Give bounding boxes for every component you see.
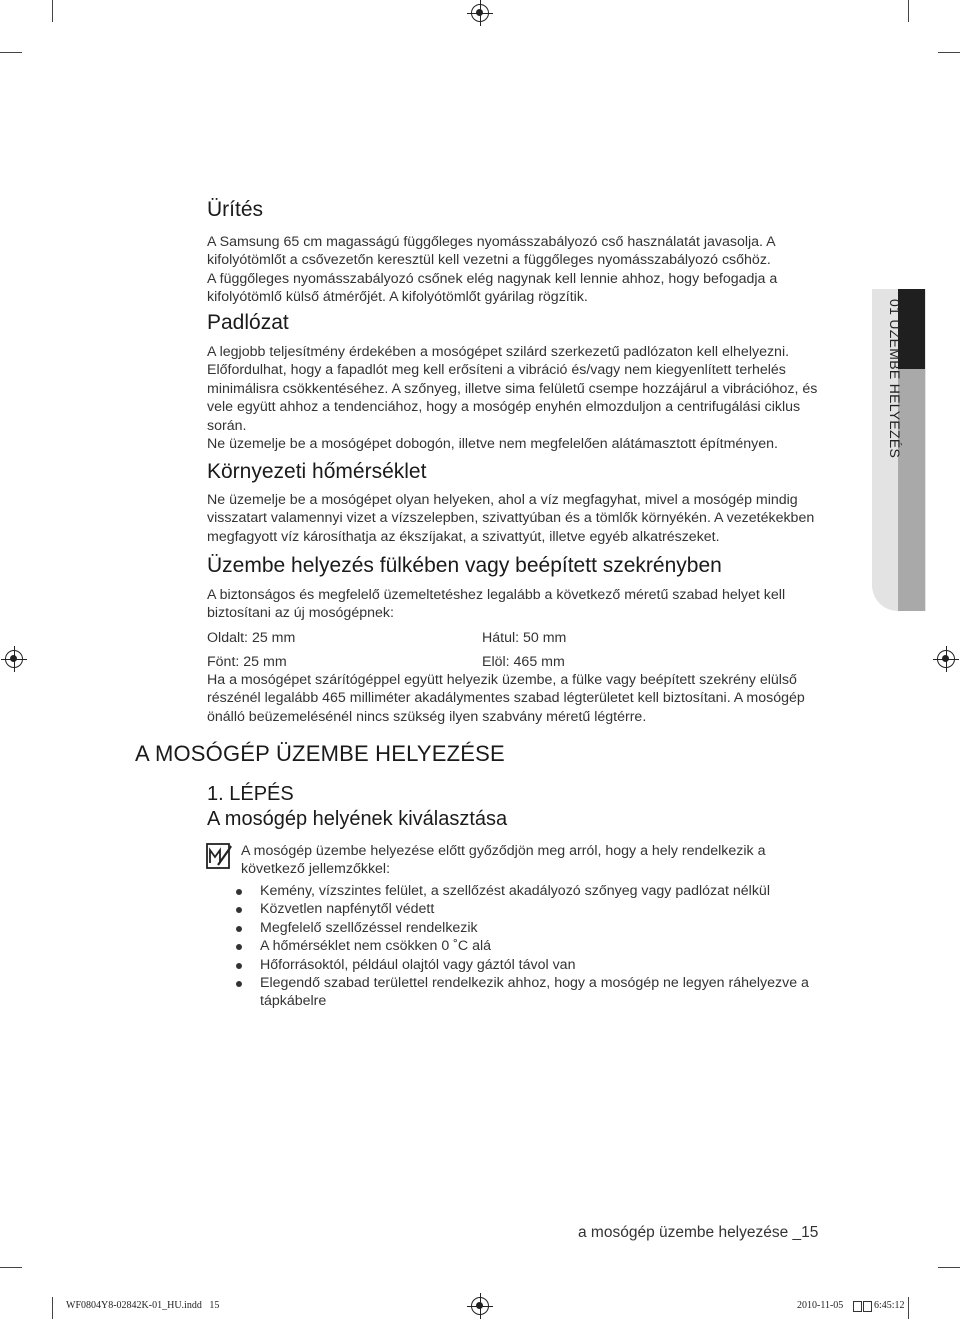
text-line: biztosítani az új mosógépnek:	[207, 605, 394, 622]
crop-mark	[908, 1297, 909, 1319]
step-label: 1. LÉPÉS	[207, 783, 294, 805]
text-line: Ne üzemelje be a mosógépet dobogón, illetve nem megfelelően alátámasztott építményen.	[207, 436, 778, 453]
registration-mark-icon	[937, 650, 955, 668]
dimension-font: Fönt: 25 mm	[207, 654, 287, 670]
print-bar-time: 6:45:12	[874, 1300, 905, 1311]
list-item: A hőmérséklet nem csökken 0 ˚C alá	[233, 937, 843, 955]
text-line: kifolyótömlőt a csővezetőn keresztül kell vezetni a függőleges nyomásszabályozó csőhöz.	[207, 252, 771, 269]
text-line: részénél legalább 465 milliméter akadálymentes szabad légterületet kell biztosítani. A mosógép	[207, 690, 805, 707]
list-item: Elegendő szabad területtel rendelkezik ahhoz, hogy a mosógép ne legyen ráhelyezve a	[233, 974, 843, 992]
placeholder-box-icon	[853, 1301, 862, 1312]
main-heading: A MOSÓGÉP ÜZEMBE HELYEZÉSE	[135, 741, 505, 766]
text-line: következő jellemzőkkel:	[241, 861, 391, 878]
text-line: vele együtt ahhoz a tendenciához, hogy a mosógép enyhén elmozduljon a centrifugálási ciklus	[207, 399, 801, 416]
dimension-elol: Elöl: 465 mm	[482, 654, 565, 670]
page-footer: a mosógép üzembe helyezése _15	[578, 1224, 819, 1241]
section-title-padlozat: Padlózat	[207, 311, 289, 334]
text-line: során.	[207, 417, 247, 434]
list-item: Hőforrásoktól, például olajtól vagy gáztól távol van	[233, 956, 843, 974]
text-line: Ne üzemelje be a mosógépet olyan helyeken, ahol a víz megfagyhat, mivel a mosógép mindig	[207, 492, 798, 508]
dimension-hatul: Hátul: 50 mm	[482, 630, 567, 646]
text-line: A Samsung 65 cm magasságú függőleges nyomásszabályozó cső használatát javasolja. A	[207, 234, 776, 250]
section-intro-fulke	[207, 586, 857, 623]
section-title-kornyezeti: Környezeti hőmérséklet	[207, 460, 427, 483]
print-bar-date: 2010-11-05	[797, 1300, 844, 1311]
placeholder-box-icon	[863, 1301, 872, 1312]
text-line: minimálisra csökkentéséhez. A szőnyeg, illetve sima felületű csempe hozzájárul a vibrációhoz, és	[207, 380, 818, 397]
crop-mark	[908, 0, 909, 22]
list-item: Kemény, vízszintes felület, a szellőzést akadályozó szőnyeg vagy padlózat nélkül	[233, 882, 843, 900]
text-line: A legjobb teljesítmény érdekében a mosógépet szilárd szerkezetű padlózaton kell elhelyezni.	[207, 344, 790, 360]
section-outro-fulke	[207, 671, 857, 726]
text-line: Ha a mosógépet szárítógéppel együtt helyezik üzembe, a fülke vagy beépített szekrény elülső	[207, 672, 797, 688]
text-line: kifolyótömlő külső átmérőjét. A kifolyótömlőt gyárilag rögzítik.	[207, 289, 588, 306]
note-icon	[206, 843, 232, 869]
text-line: A függőleges nyomásszabályozó csőnek elég nagynak kell lennie ahhoz, hogy befogadja a	[207, 270, 778, 287]
section-title-urites: Ürítés	[207, 198, 264, 221]
registration-mark-icon	[5, 650, 23, 668]
crop-mark	[938, 1267, 960, 1268]
list-item-continuation: tápkábelre	[260, 993, 327, 1010]
registration-mark-icon	[471, 1297, 489, 1315]
requirements-list	[233, 882, 843, 1011]
text-line: visszatart valamennyi vizet a vízszelepben, szivattyúban és a tömlők környékén. A vezetékekben	[207, 510, 815, 527]
text-line: önálló beüzemelésénél nincs szükség ilyen szabvány méretű légtérre.	[207, 708, 647, 725]
section-title-fulke: Üzembe helyezés fülkében vagy beépített szekrényben	[207, 554, 722, 577]
crop-mark	[52, 1297, 53, 1319]
chapter-tab-label: 01 ÜZEMBE HELYEZÉS	[887, 299, 903, 459]
registration-mark-icon	[471, 4, 489, 22]
crop-mark	[938, 52, 960, 53]
crop-mark	[52, 0, 53, 22]
print-bar-file: WF0804Y8-02842K-01_HU.indd 15	[66, 1300, 220, 1311]
list-item: Közvetlen napfénytől védett	[233, 900, 843, 918]
text-line: A mosógép üzembe helyezése előtt győződjön meg arról, hogy a hely rendelkezik a	[241, 843, 766, 859]
step-note	[241, 842, 841, 879]
crop-mark	[0, 1267, 22, 1268]
section-body-urites	[207, 233, 847, 307]
dimension-oldalt: Oldalt: 25 mm	[207, 630, 296, 646]
text-line: Előfordulhat, hogy a fapadlót meg kell erősíteni a vibráció és/vagy nem kiegyenlített terhelés	[207, 362, 786, 379]
crop-mark	[0, 52, 22, 53]
text-line: megfagyott víz károsíthatja az ékszíjakat, a szivattyút, illetve egyéb alkatrészeket.	[207, 528, 720, 545]
text-line: A biztonságos és megfelelő üzemeltetéshez legalább a következő méretű szabad helyet kell	[207, 587, 786, 603]
list-item: Megfelelő szellőzéssel rendelkezik	[233, 919, 843, 937]
section-body-kornyezeti	[207, 491, 857, 546]
step-title: A mosógép helyének kiválasztása	[207, 808, 508, 830]
section-body-padlozat	[207, 343, 857, 453]
